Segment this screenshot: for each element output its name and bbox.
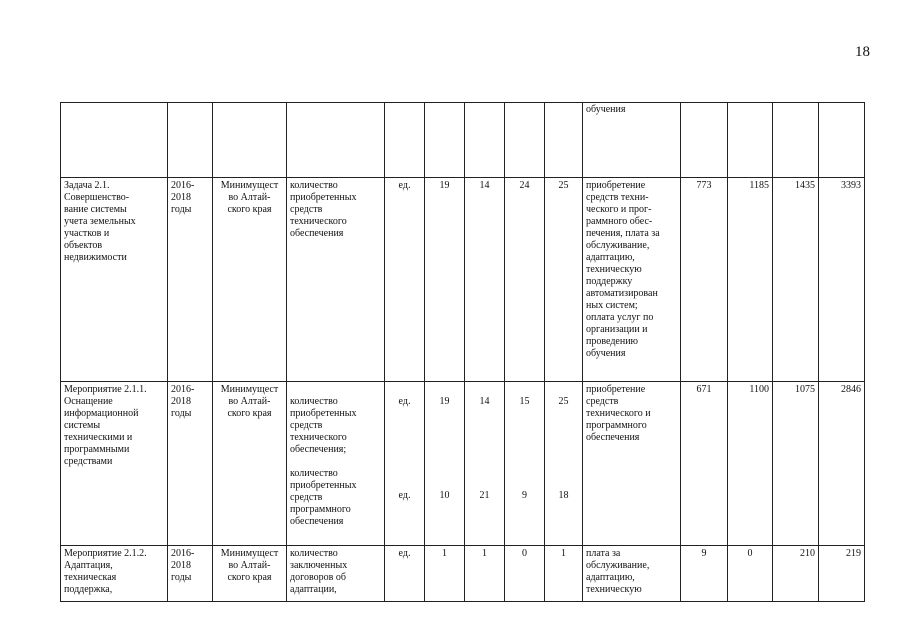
value-text: 10 (439, 490, 450, 501)
table-cell-finance: 210 (773, 546, 819, 602)
table-cell-value: 0 (505, 546, 545, 602)
table-cell-finance: 1435 (773, 178, 819, 382)
program-table (60, 102, 865, 602)
value-text: 18 (558, 490, 569, 501)
table-cell-indicator: количество приобретенных средств технического обеспечения (287, 178, 385, 382)
unit-text: ед. (398, 490, 411, 501)
table-cell-direction: приобретение средств техни- ческого и прог- раммного обес- печения, плата за обслуживание, адаптацию, техническую поддержку автоматизирован ных систем; оплата услуг по организации и проведению обучения (583, 178, 681, 382)
indicator-text: количество приобретенных средств программного обеспечения (290, 468, 357, 527)
table-cell-finance: 0 (728, 546, 773, 602)
table-cell-value: 19 (425, 178, 465, 382)
table-cell-value: 1 (465, 546, 505, 602)
table-cell-name: Мероприятие 2.1.1. Оснащение информационной системы техническими и программными средствами (61, 382, 168, 546)
table-cell (773, 103, 819, 178)
table-cell-finance: 671 (681, 382, 728, 546)
table-cell (425, 103, 465, 178)
table-row-measure-2-1-1 (61, 382, 865, 546)
value-text: 21 (479, 490, 490, 501)
table-cell-value (465, 382, 505, 546)
table-row-continuation (61, 103, 865, 178)
table-cell-value (505, 382, 545, 546)
table-cell-value: 1 (425, 546, 465, 602)
table-cell-direction: обучения (583, 103, 681, 178)
table-cell-finance: 9 (681, 546, 728, 602)
table-cell-unit (385, 382, 425, 546)
table-cell (287, 103, 385, 178)
table-cell (545, 103, 583, 178)
table-row-task-2-1 (61, 178, 865, 382)
table-cell-value: 25 (545, 178, 583, 382)
table-cell-executor: Минимущест во Алтай- ского края (213, 178, 287, 382)
table-cell-finance: 3393 (819, 178, 865, 382)
table-cell-value (425, 382, 465, 546)
table-cell (465, 103, 505, 178)
table-cell-name: Мероприятие 2.1.2. Адаптация, техническая поддержка, (61, 546, 168, 602)
table-cell-years: 2016- 2018 годы (168, 382, 213, 546)
table-cell-direction: плата за обслуживание, адаптацию, техническую (583, 546, 681, 602)
table-cell-value (545, 382, 583, 546)
table-cell-value: 24 (505, 178, 545, 382)
value-text: 25 (558, 396, 569, 407)
table-cell-finance: 1100 (728, 382, 773, 546)
table-cell (819, 103, 865, 178)
table-cell (213, 103, 287, 178)
table-cell-finance: 1075 (773, 382, 819, 546)
table-cell-direction: приобретение средств технического и программного обеспечения (583, 382, 681, 546)
value-text: 19 (439, 396, 450, 407)
table-cell (168, 103, 213, 178)
table-cell (505, 103, 545, 178)
table-cell (385, 103, 425, 178)
table-cell-finance: 1185 (728, 178, 773, 382)
indicator-text: количество приобретенных средств технического обеспечения; (290, 396, 357, 455)
value-text: 14 (479, 396, 490, 407)
table-cell (728, 103, 773, 178)
unit-text: ед. (398, 396, 411, 407)
table-cell-executor: Минимущест во Алтай- ского края (213, 546, 287, 602)
table-cell (61, 103, 168, 178)
table-cell-indicator: количество заключенных договоров об адаптации, (287, 546, 385, 602)
table-cell-value: 14 (465, 178, 505, 382)
table-cell-indicator (287, 382, 385, 546)
value-text: 15 (519, 396, 530, 407)
table-cell-unit: ед. (385, 546, 425, 602)
table-cell-finance: 219 (819, 546, 865, 602)
table-cell-finance: 2846 (819, 382, 865, 546)
table-cell-name: Задача 2.1. Совершенство- вание системы учета земельных участков и объектов недвижимости (61, 178, 168, 382)
table-cell-executor: Минимущест во Алтай- ского края (213, 382, 287, 546)
table-cell-value: 1 (545, 546, 583, 602)
page-number: 18 (855, 44, 870, 60)
table-row-measure-2-1-2 (61, 546, 865, 602)
table-cell (681, 103, 728, 178)
table-cell-years: 2016- 2018 годы (168, 546, 213, 602)
value-text: 9 (522, 490, 527, 501)
table-cell-unit: ед. (385, 178, 425, 382)
table-cell-finance: 773 (681, 178, 728, 382)
table-cell-years: 2016- 2018 годы (168, 178, 213, 382)
